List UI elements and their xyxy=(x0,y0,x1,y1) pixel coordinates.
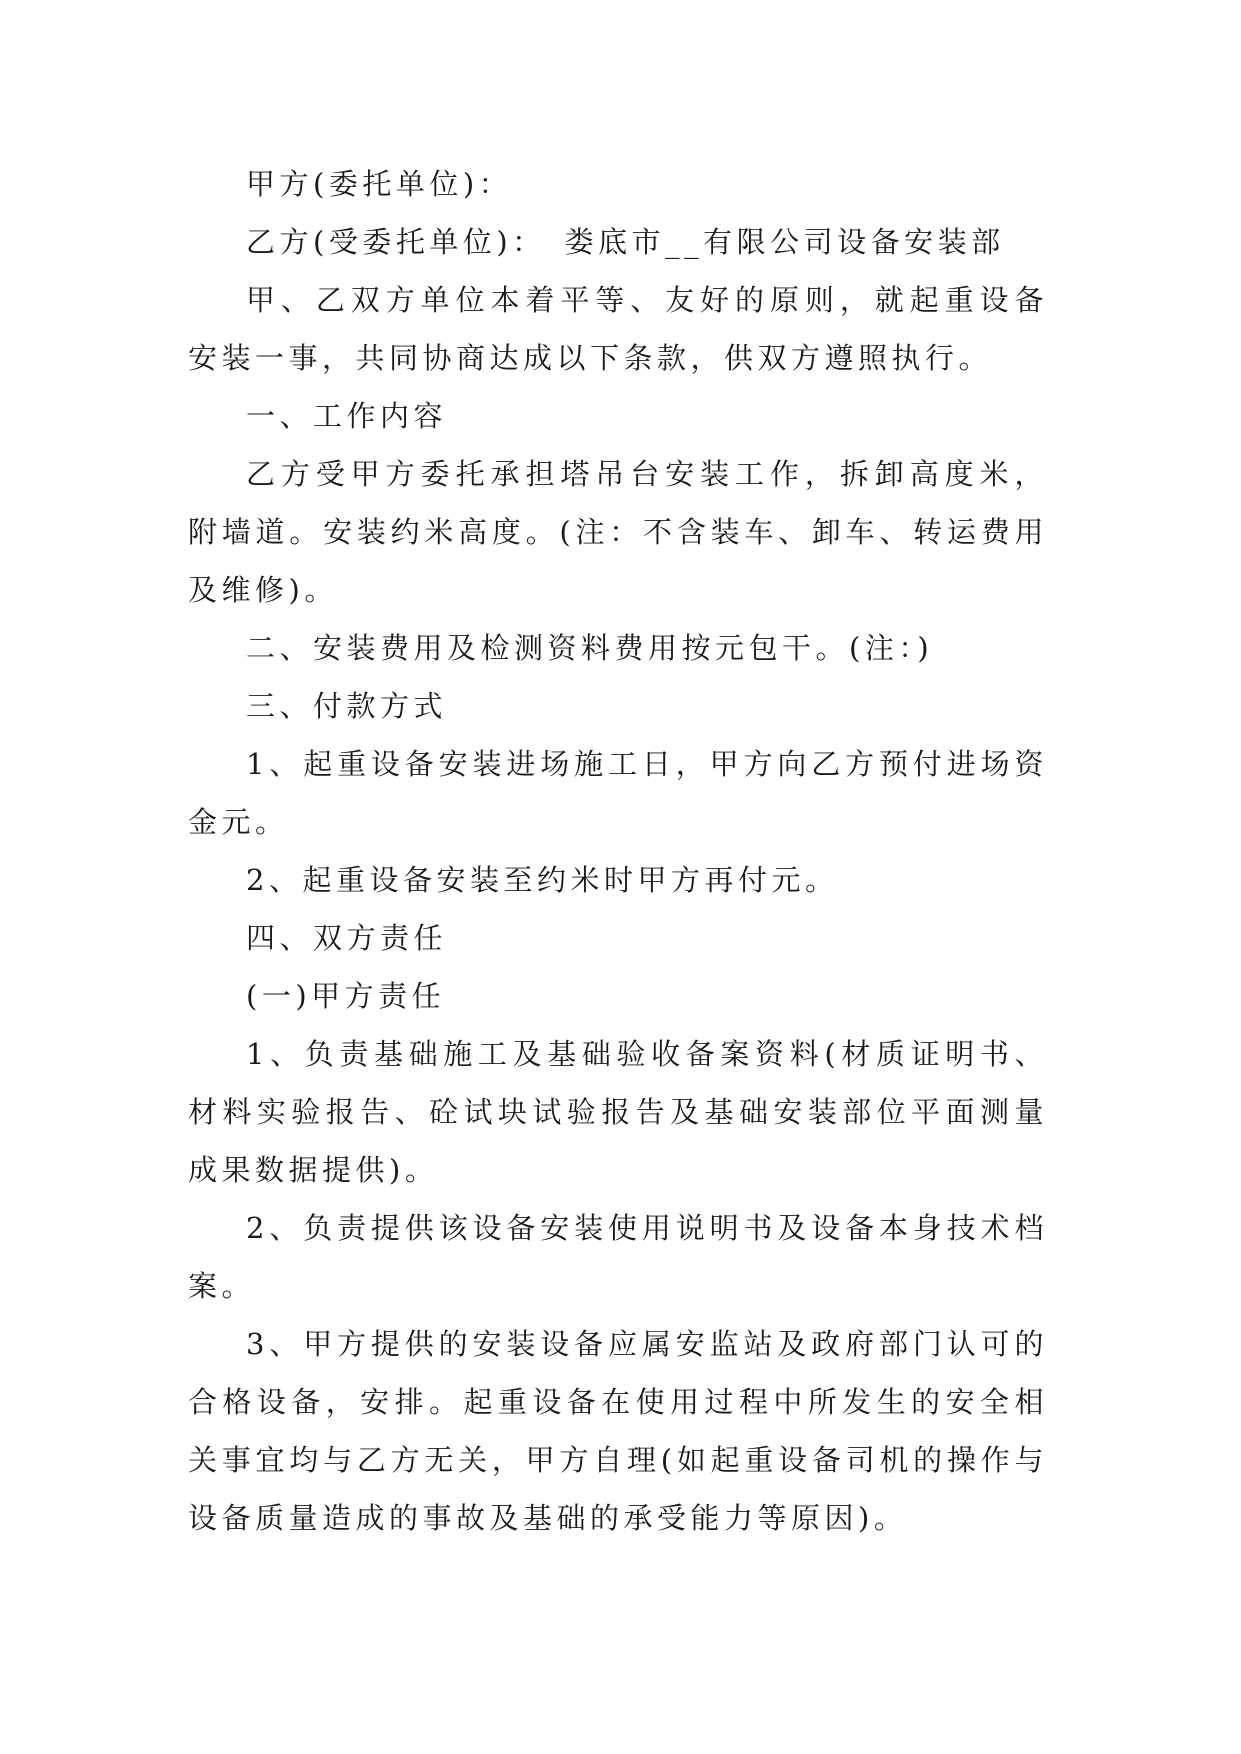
preamble-paragraph: 甲、乙双方单位本着平等、友好的原则，就起重设备安装一事，共同协商达成以下条款，供双方遵照执行。 xyxy=(188,283,1048,375)
section-heading-responsibilities: 四、双方责任 xyxy=(246,921,448,955)
section-heading-work-content: 一、工作内容 xyxy=(246,399,448,433)
party-b-line: 乙方(受委托单位)： 娄底市__有限公司设备安装部 xyxy=(246,225,1005,259)
document-body xyxy=(188,155,1048,1547)
work-content-paragraph: 乙方受甲方委托承担塔吊台安装工作，拆卸高度米，附墙道。安装约米高度。(注：不含装车、卸车、转运费用及维修)。 xyxy=(188,457,1048,607)
fees-paragraph: 二、安装费用及检测资料费用按元包干。(注：) xyxy=(246,631,934,665)
responsibility-item-3: 3、甲方提供的安装设备应属安监站及政府部门认可的合格设备，安排。起重设备在使用过程中所发生的安全相关事宜均与乙方无关，甲方自理(如起重设备司机的操作与设备质量造成的事故及基础的承受能力等原因)。 xyxy=(188,1327,1048,1535)
responsibility-item-1: 1、负责基础施工及基础验收备案资料(材质证明书、材料实验报告、砼试块试验报告及基础安装部位平面测量成果数据提供)。 xyxy=(188,1037,1048,1187)
payment-item-2: 2、起重设备安装至约米时甲方再付元。 xyxy=(246,863,839,897)
section-heading-payment: 三、付款方式 xyxy=(246,689,448,723)
subheading-party-a-responsibilities: (一)甲方责任 xyxy=(246,979,446,1013)
responsibility-item-2: 2、负责提供该设备安装使用说明书及设备本身技术档案。 xyxy=(188,1211,1048,1303)
payment-item-1: 1、起重设备安装进场施工日，甲方向乙方预付进场资金元。 xyxy=(188,747,1048,839)
party-a-line: 甲方(委托单位)： xyxy=(246,167,513,201)
